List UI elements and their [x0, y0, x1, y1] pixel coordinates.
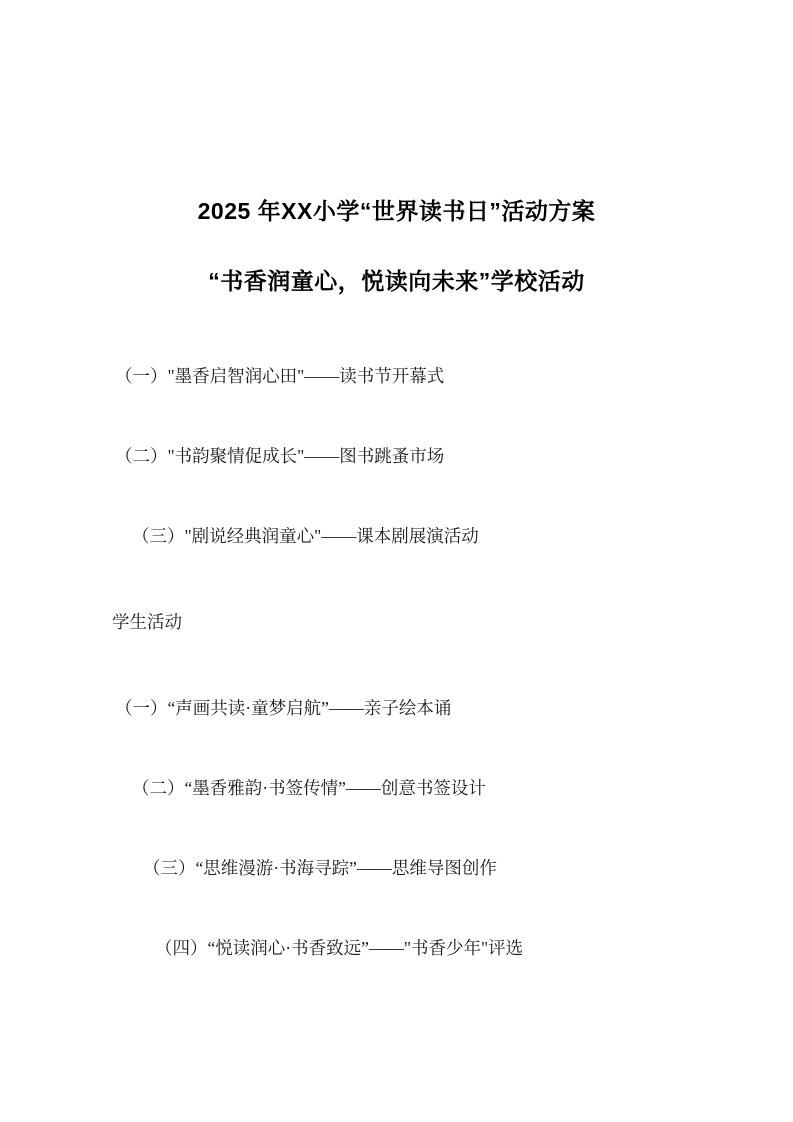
paragraph-item-4: （一）“声画共读·童梦启航”——亲子绘本诵 — [115, 698, 452, 718]
paragraph-item-6: （三）“思维漫游·书海寻踪”——思维导图创作 — [143, 858, 497, 878]
paragraph-item-7: （四）“悦读润心·书香致远”——"书香少年"评选 — [155, 938, 524, 958]
section-heading-student-activities: 学生活动 — [112, 612, 182, 632]
page-title-line-1: 2025 年XX小学“世界读书日”活动方案 — [197, 198, 596, 224]
document-title-block — [0, 192, 793, 300]
paragraph-item-5: （二）“墨香雅韵·书签传情”——创意书签设计 — [132, 778, 486, 798]
page-title-line-2: “书香润童心，悦读向未来”学校活动 — [208, 268, 585, 294]
document-body — [0, 362, 793, 962]
paragraph-item-2: （二）"书韵聚情促成长"——图书跳蚤市场 — [115, 446, 445, 466]
paragraph-item-3: （三）"剧说经典润童心"——课本剧展演活动 — [132, 526, 479, 546]
paragraph-item-1: （一）"墨香启智润心田"——读书节开幕式 — [115, 366, 445, 386]
